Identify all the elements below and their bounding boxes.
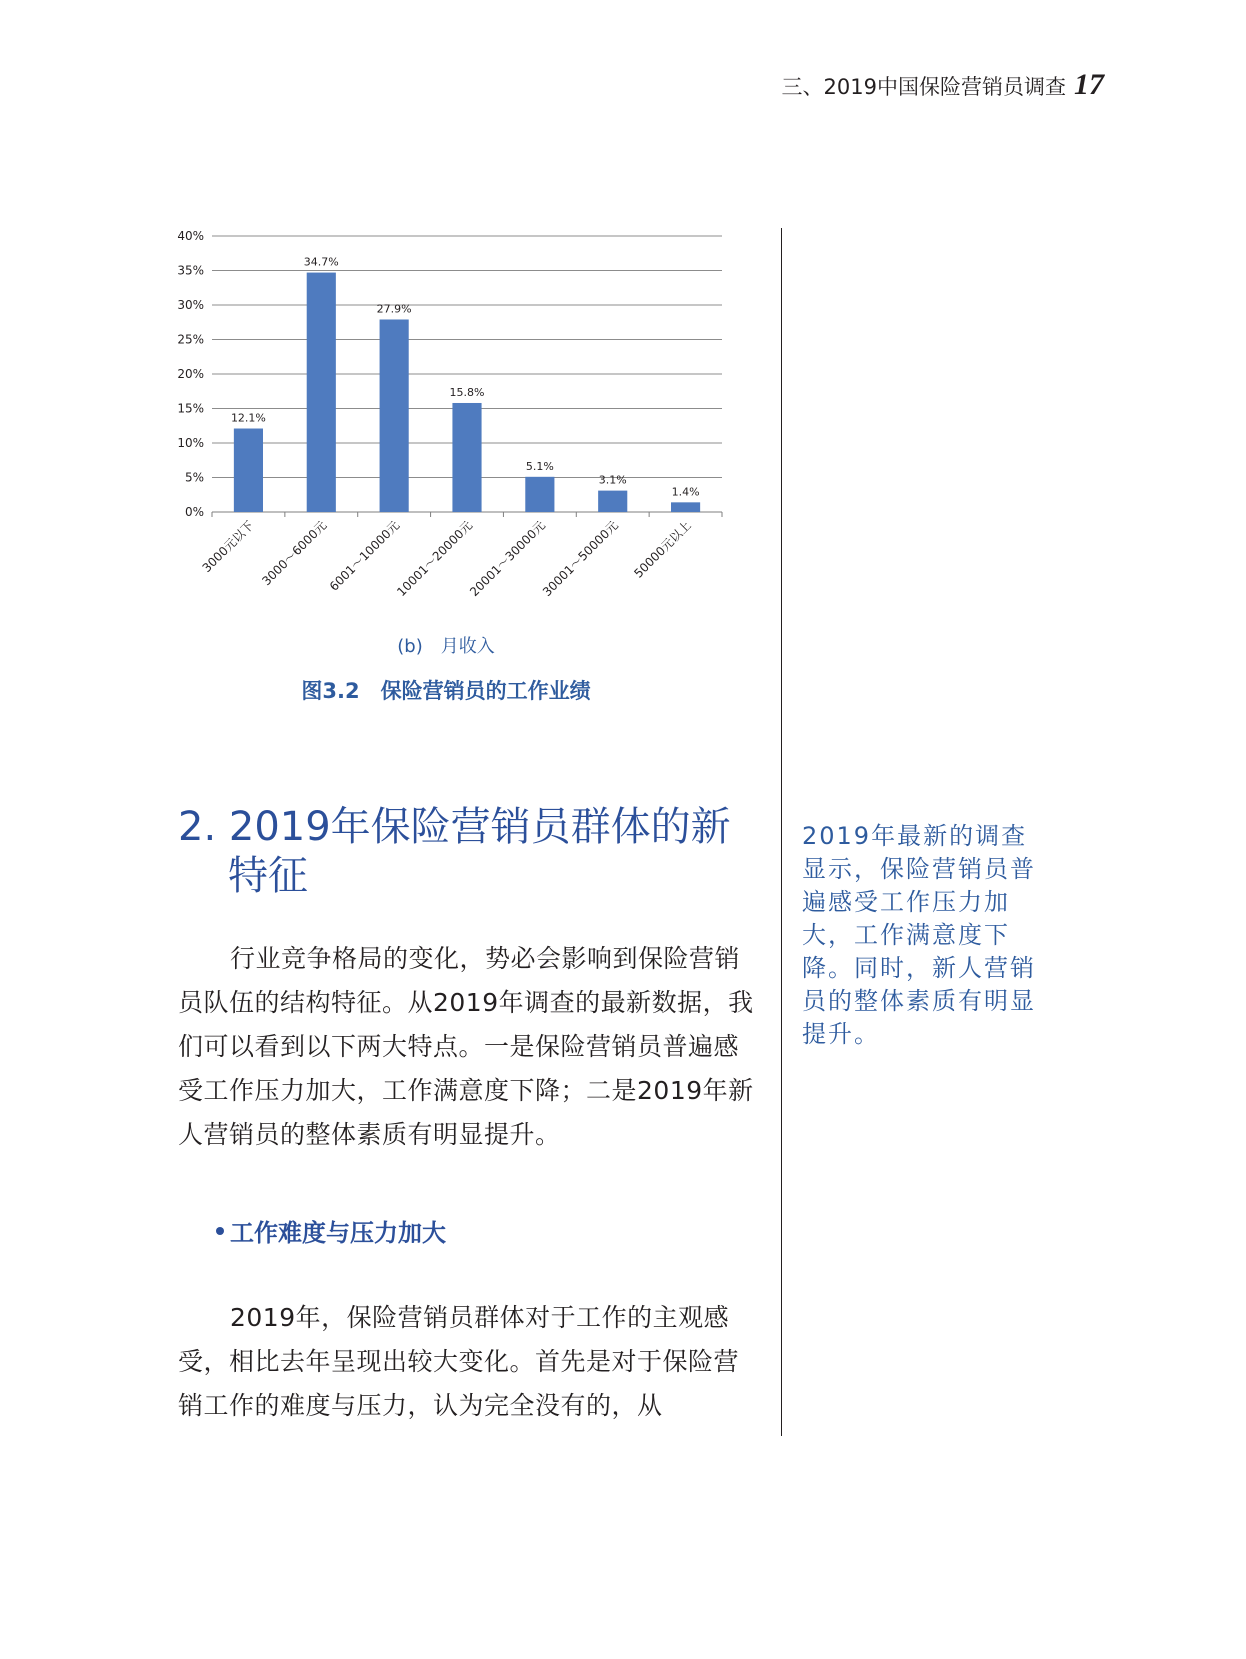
y-tick-label: 40% xyxy=(177,229,204,243)
bar xyxy=(598,491,627,512)
y-tick-label: 35% xyxy=(177,263,204,278)
data-label: 5.1% xyxy=(525,459,554,473)
y-tick-label: 15% xyxy=(177,401,204,416)
x-category-label: 20001～30000元 xyxy=(467,518,548,600)
data-label: 12.1% xyxy=(230,411,266,425)
x-category-label: 30001～50000元 xyxy=(539,518,621,600)
section-title-line1: 2. 2019年保险营销员群体的新 xyxy=(178,804,731,850)
y-tick-label: 25% xyxy=(177,332,204,347)
bar xyxy=(380,319,409,512)
y-tick-label: 10% xyxy=(177,436,204,450)
data-label: 15.8% xyxy=(449,385,485,399)
bar xyxy=(234,429,263,512)
data-label: 1.4% xyxy=(671,485,700,499)
y-tick-label: 20% xyxy=(177,367,204,381)
y-tick-label: 0% xyxy=(184,505,204,519)
bullet-dot-icon xyxy=(216,1227,224,1235)
paragraph-text: 2019年，保险营销员群体对于工作的主观感受，相比去年呈现出较大变化。首先是对于保险营销工作的难度与压力，认为完全没有的，从 xyxy=(178,1303,740,1420)
x-category-label: 3000～6000元 xyxy=(259,518,330,589)
page-number: 17 xyxy=(1074,68,1104,101)
bar xyxy=(452,403,481,512)
paragraph-text: 行业竞争格局的变化，势必会影响到保险营销员队伍的结构特征。从2019年调查的最新数据，我们可以看到以下两大特点。一是保险营销员普遍感受工作压力加大，工作满意度下降；二是2019年新人营销员的整体素质有明显提升。 xyxy=(178,944,754,1149)
data-label: 34.7% xyxy=(303,255,339,269)
sidebar-note: 2019年最新的调查显示，保险营销员普遍感受工作压力加大，工作满意度下降。同时，新人营销员的整体素质有明显提升。 xyxy=(802,822,1036,1048)
y-tick-label: 30% xyxy=(177,298,204,312)
x-category-label: 6001～10000元 xyxy=(326,518,403,594)
x-category-label: 3000元以下 xyxy=(199,518,257,576)
data-label: 27.9% xyxy=(376,302,412,316)
section-title-line2: 特征 xyxy=(228,852,308,899)
figure-caption: 图3.2 保险营销员的工作业绩 xyxy=(301,679,591,703)
bullet-heading xyxy=(216,1213,446,1248)
income-bar-chart xyxy=(170,228,750,618)
header-title: 三、2019中国保险营销员调查 xyxy=(781,75,1066,99)
data-label: 3.1% xyxy=(598,473,627,487)
section-title xyxy=(178,803,778,901)
body-paragraph xyxy=(178,1296,760,1428)
column-divider xyxy=(781,228,782,1436)
chart-labels xyxy=(177,229,699,599)
body-paragraph xyxy=(178,937,760,1157)
chart-axes xyxy=(212,512,722,517)
x-category-label: 50000元以上 xyxy=(631,518,694,581)
bar xyxy=(671,502,700,512)
bar xyxy=(525,477,554,512)
bar xyxy=(307,273,336,512)
bullet-heading-text: 工作难度与压力加大 xyxy=(230,1219,446,1247)
figure-subcaption: (b) 月收入 xyxy=(397,636,495,657)
y-tick-label: 5% xyxy=(184,470,204,485)
running-header xyxy=(782,68,1104,102)
x-category-label: 10001～20000元 xyxy=(394,518,476,600)
